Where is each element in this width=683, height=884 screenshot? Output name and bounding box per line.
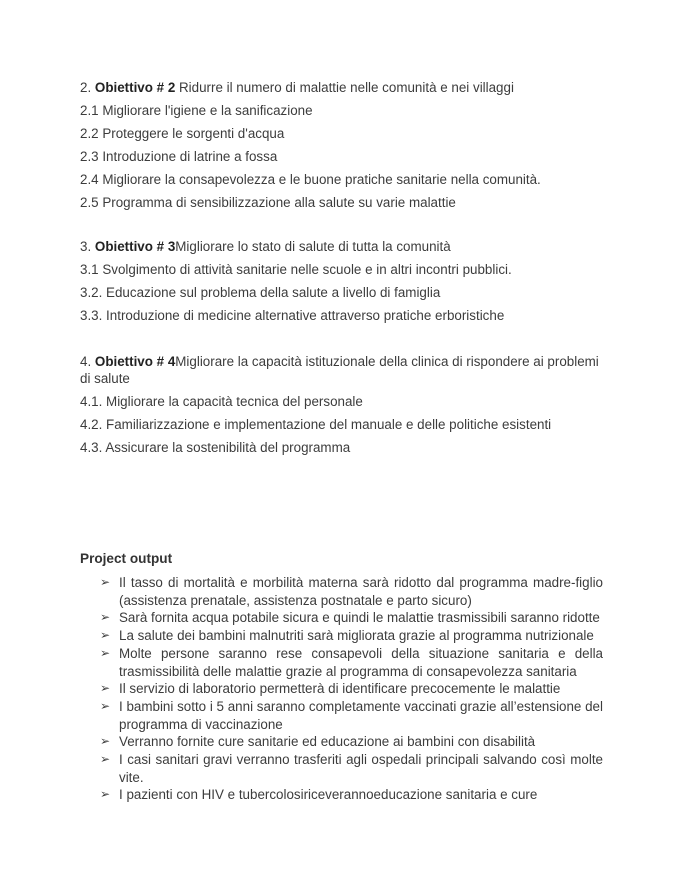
objective-item: 3.1 Svolgimento di attività sanitarie nelle scuole e in altri incontri pubblici.: [80, 262, 512, 277]
arrow-bullet-icon: ➢: [100, 628, 111, 643]
objective-3-section: [80, 235, 610, 327]
arrow-bullet-icon: ➢: [100, 787, 111, 802]
project-output-list: [100, 574, 603, 804]
arrow-bullet-icon: ➢: [100, 610, 111, 625]
objective-item: 4.1. Migliorare la capacità tecnica del personale: [80, 394, 363, 409]
objective-2-section: [80, 76, 610, 214]
list-item: ➢ Il servizio di laboratorio permetterà di identificare precocemente le malattie: [100, 681, 561, 697]
objective-heading: [80, 76, 610, 99]
list-item: ➢ I bambini sotto i 5 anni saranno completamente vaccinati grazie all’estensione del programma di vaccinazione: [100, 698, 603, 732]
objective-item: 2.2 Proteggere le sorgenti d'acqua: [80, 126, 285, 141]
objective-item: 2.1 Migliorare l'igiene e la sanificazione: [80, 103, 313, 118]
objective-label: Obiettivo # 3: [94, 239, 176, 254]
objective-4-section: [80, 351, 610, 459]
arrow-bullet-icon: ➢: [100, 645, 111, 660]
list-item: ➢ I casi sanitari gravi verranno trasferiti agli ospedali principali salvando così molte vite.: [100, 752, 603, 785]
objective-item: 2.5 Programma di sensibilizzazione alla salute su varie malattie: [80, 195, 456, 210]
objective-heading: [80, 351, 610, 390]
list-item: ➢ Molte persone saranno rese consapevoli della situazione sanitaria e della trasmissibilità delle malattie grazie al programma di consapevolezza sanitaria: [100, 645, 603, 679]
objective-label: Obiettivo # 4: [94, 354, 176, 369]
arrow-bullet-icon: ➢: [100, 752, 111, 767]
arrow-bullet-icon: ➢: [100, 698, 111, 713]
project-output-title: Project output: [80, 551, 173, 566]
objective-label: Obiettivo # 2: [94, 80, 176, 95]
list-item: ➢ Il tasso di mortalità e morbilità materna sarà ridotto dal programma madre-figlio (assistenza prenatale, assistenza postnatale e parto sicuro): [100, 575, 603, 608]
objective-item: 2.3 Introduzione di latrine a fossa: [80, 149, 278, 164]
objective-item: 2.4 Migliorare la consapevolezza e le buone pratiche sanitarie nella comunità.: [80, 172, 541, 187]
arrow-bullet-icon: ➢: [100, 575, 111, 589]
objective-title: Migliorare la capacità istituzionale della clinica di rispondere ai problemi di salute: [80, 354, 599, 386]
arrow-bullet-icon: ➢: [100, 681, 111, 696]
list-item: ➢ La salute dei bambini malnutriti sarà migliorata grazie al programma nutrizionale: [100, 628, 594, 644]
objective-item: 4.2. Familiarizzazione e implementazione del manuale e delle politiche esistenti: [80, 417, 552, 432]
objective-title: Migliorare lo stato di salute di tutta la comunità: [175, 239, 451, 254]
objective-number: 3.: [80, 239, 92, 254]
objective-heading: [80, 235, 610, 258]
objective-number: 2.: [80, 80, 92, 95]
objective-title: Ridurre il numero di malattie nelle comunità e nei villaggi: [175, 80, 514, 95]
objective-item: 3.2. Educazione sul problema della salute a livello di famiglia: [80, 285, 441, 300]
list-item: ➢ Verranno fornite cure sanitarie ed educazione ai bambini con disabilità: [100, 734, 536, 750]
arrow-bullet-icon: ➢: [100, 734, 111, 749]
objective-number: 4.: [80, 354, 92, 369]
objective-item: 3.3. Introduzione di medicine alternative attraverso pratiche erboristiche: [80, 308, 505, 323]
list-item: ➢ Sarà fornita acqua potabile sicura e quindi le malattie trasmissibili saranno ridotte: [100, 610, 600, 626]
list-item: ➢ I pazienti con HIV e tubercolosiriceverannoeducazione sanitaria e cure: [100, 787, 538, 803]
objective-item: 4.3. Assicurare la sostenibilità del programma: [80, 440, 351, 455]
